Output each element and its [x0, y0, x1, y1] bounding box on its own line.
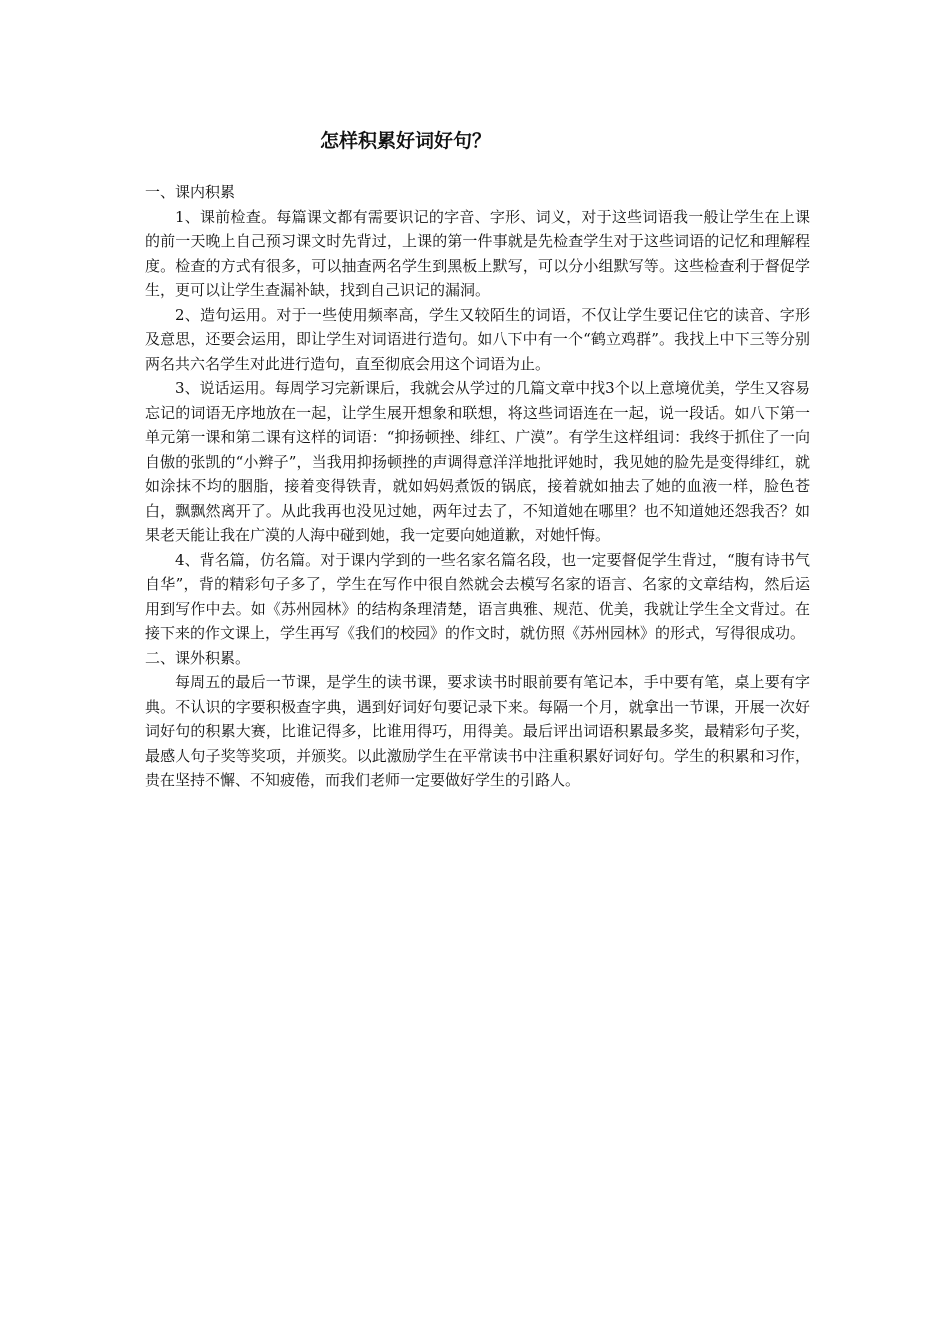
paragraph-reading-class: 每周五的最后一节课，是学生的读书课，要求读书时眼前要有笔记本，手中要有笔，桌上要有字典。不认识的字要积极查字典，遇到好词好句要记录下来。每隔一个月，就拿出一节课，开展一次好词好句的积累大赛，比谁记得多，比谁用得巧，用得美。最后评出词语积累最多奖，最精彩句子奖，最感人句子奖等奖项，并颁奖。以此激励学生在平常读书中注重积累好词好句。学生的积累和习作，贵在坚持不懈、不知疲倦，而我们老师一定要做好学生的引路人。 [145, 673, 810, 789]
section-heading: 二、课外积累。 [145, 648, 251, 667]
document-body [145, 128, 810, 793]
section-in-class [145, 180, 810, 646]
section-extracurricular [145, 646, 810, 793]
document-title: 怎样积累好词好句？ [320, 130, 492, 152]
paragraph-pre-class-check: 1、课前检查。每篇课文都有需要识记的字音、字形、词义，对于这些词语我一般让学生在上课的前一天晚上自己预习课文时先背过，上课的第一件事就是先检查学生对于这些词语的记忆和理解程度。检查的方式有很多，可以抽查两名学生到黑板上默写，可以分小组默写等。这些检查利于督促学生，更可以让学生查漏补缺，找到自己识记的漏洞。 [145, 207, 810, 299]
section-heading: 一、课内积累 [145, 183, 236, 201]
paragraph-sentence-making: 2、造句运用。对于一些使用频率高，学生又较陌生的词语，不仅让学生要记住它的读音、字形及意思，还要会运用，即让学生对词语进行造句。如八下中有一个“鹤立鸡群”。我找上中下三等分别两名共六名学生对此进行造句，直至彻底会用这个词语为止。 [145, 305, 810, 373]
paragraph-speaking-practice: 3、说话运用。每周学习完新课后，我就会从学过的几篇文章中找3个以上意境优美，学生又容易忘记的词语无序地放在一起，让学生展开想象和联想，将这些词语连在一起，说一段话。如八下第一单元第一课和第二课有这样的词语：“抑扬顿挫、绯红、广漠”。有学生这样组词：我终于抓住了一向自傲的张凯的“小辫子”，当我用抑扬顿挫的声调得意洋洋地批评她时，我见她的脸先是变得绯红，就如涂抹不均的胭脂，接着变得铁青，就如妈妈煮饭的锅底，接着就如抽去了她的血液一样，脸色苍白，飘飘然离开了。从此我再也没见过她，两年过去了，不知道她在哪里？也不知道她还怨我否？如果老天能让我在广漠的人海中碰到她，我一定要向她道歉，对她忏悔。 [145, 379, 810, 544]
paragraph-recite-classics: 4、背名篇，仿名篇。对于课内学到的一些名家名篇名段，也一定要督促学生背过，“腹有诗书气自华”，背的精彩句子多了，学生在写作中很自然就会去模写名家的语言、名家的文章结构，然后运用到写作中去。如《苏州园林》的结构条理清楚，语言典雅、规范、优美，我就让学生全文背过。在接下来的作文课上，学生再写《我们的校园》的作文时，就仿照《苏州园林》的形式，写得很成功。 [145, 550, 810, 642]
